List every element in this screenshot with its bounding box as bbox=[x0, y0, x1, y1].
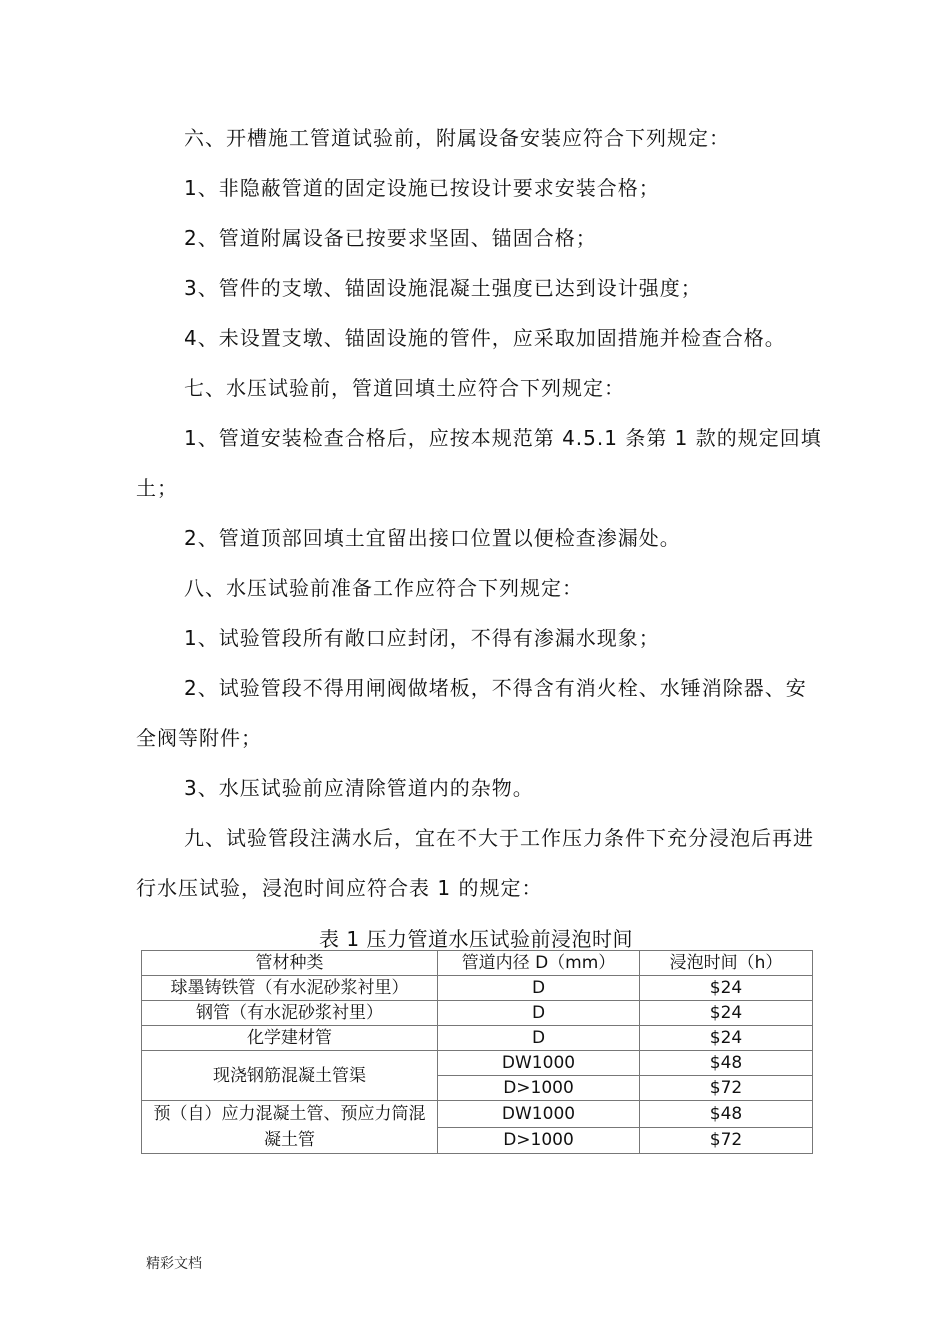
section-6-heading: 六、开槽施工管道试验前，附属设备安装应符合下列规定： bbox=[184, 126, 730, 150]
table-row bbox=[142, 1101, 813, 1128]
paragraph-item: 2、管道附属设备已按要求坚固、锚固合格； bbox=[184, 226, 597, 250]
cell-soak-time: $72 bbox=[640, 1076, 813, 1101]
paragraph-item: 1、非隐蔽管道的固定设施已按设计要求安装合格； bbox=[184, 176, 660, 200]
footer-label: 精彩文档 bbox=[146, 1256, 202, 1272]
paragraph-item: 2、管道顶部回填土宜留出接口位置以便检查渗漏处。 bbox=[184, 526, 681, 550]
cell-diameter: D>1000 bbox=[438, 1076, 640, 1101]
section-7-heading: 七、水压试验前，管道回填土应符合下列规定： bbox=[184, 376, 625, 400]
table-row bbox=[142, 1026, 813, 1051]
cell-soak-time: $24 bbox=[640, 1001, 813, 1026]
header-material: 管材种类 bbox=[142, 951, 438, 976]
header-soak-time: 浸泡时间（h） bbox=[640, 951, 813, 976]
cell-material: 化学建材管 bbox=[142, 1026, 438, 1051]
cell-material: 现浇钢筋混凝土管渠 bbox=[142, 1051, 438, 1101]
table-header-row bbox=[142, 951, 813, 976]
table-row bbox=[142, 1001, 813, 1026]
table-row bbox=[142, 1051, 813, 1076]
cell-soak-time: $48 bbox=[640, 1101, 813, 1128]
paragraph-item: 1、试验管段所有敞口应封闭，不得有渗漏水现象； bbox=[184, 626, 660, 650]
cell-diameter: D bbox=[438, 976, 640, 1001]
cell-material: 球墨铸铁管（有水泥砂浆衬里） bbox=[142, 976, 438, 1001]
section-9-heading: 九、试验管段注满水后，宜在不大于工作压力条件下充分浸泡后再进行水压试验，浸泡时间应符合表 1 的规定： bbox=[136, 826, 814, 900]
cell-diameter: D bbox=[438, 1001, 640, 1026]
cell-material: 钢管（有水泥砂浆衬里） bbox=[142, 1001, 438, 1026]
cell-soak-time: $72 bbox=[640, 1127, 813, 1154]
cell-soak-time: $48 bbox=[640, 1051, 813, 1076]
header-diameter: 管道内径 D（mm） bbox=[438, 951, 640, 976]
section-8-heading: 八、水压试验前准备工作应符合下列规定： bbox=[184, 576, 583, 600]
cell-soak-time: $24 bbox=[640, 1026, 813, 1051]
paragraph-item: 2、试验管段不得用闸阀做堵板，不得含有消火栓、水锤消除器、安全阀等附件； bbox=[136, 676, 807, 750]
cell-diameter: D>1000 bbox=[438, 1127, 640, 1154]
paragraph-item: 3、水压试验前应清除管道内的杂物。 bbox=[184, 776, 534, 800]
table-caption: 表 1 压力管道水压试验前浸泡时间 bbox=[319, 927, 633, 951]
paragraph-item: 1、管道安装检查合格后，应按本规范第 4.5.1 条第 1 款的规定回填土； bbox=[136, 426, 822, 500]
table-row bbox=[142, 976, 813, 1001]
cell-diameter: D bbox=[438, 1026, 640, 1051]
soak-time-table bbox=[141, 950, 813, 1154]
cell-material: 预（自）应力混凝土管、预应力筒混凝土管 bbox=[142, 1101, 438, 1154]
paragraph-item: 3、管件的支墩、锚固设施混凝土强度已达到设计强度； bbox=[184, 276, 702, 300]
cell-diameter: DW1000 bbox=[438, 1051, 640, 1076]
cell-diameter: DW1000 bbox=[438, 1101, 640, 1128]
cell-soak-time: $24 bbox=[640, 976, 813, 1001]
paragraph-item: 4、未设置支墩、锚固设施的管件，应采取加固措施并检查合格。 bbox=[184, 326, 786, 350]
